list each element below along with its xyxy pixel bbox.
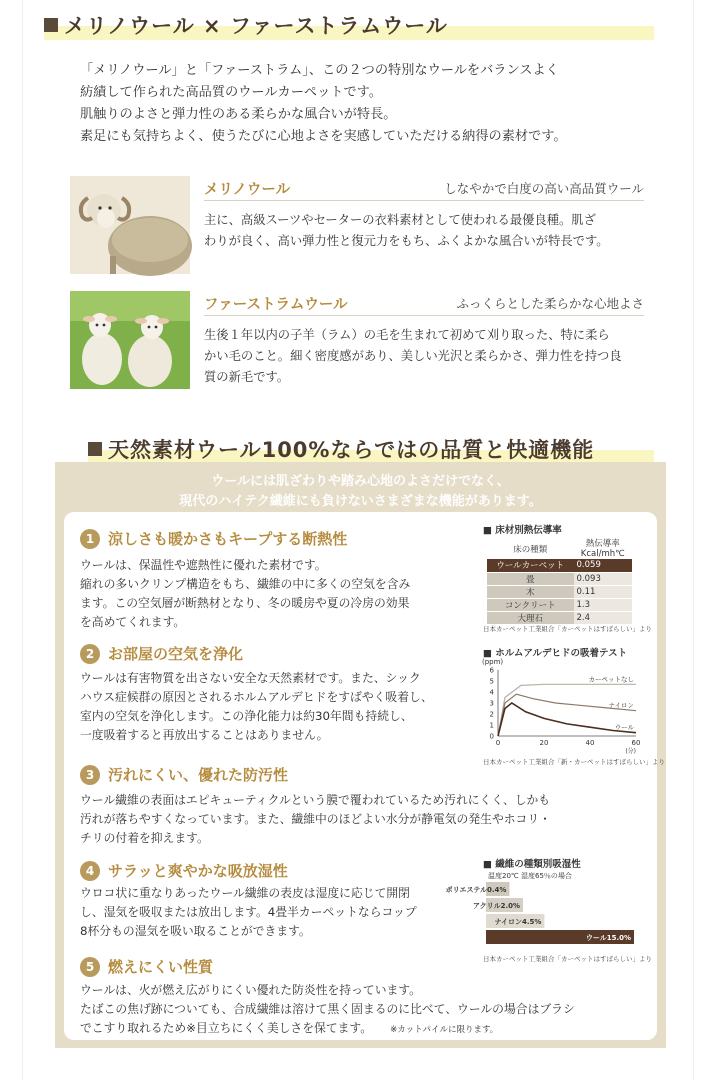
feature-number-badge: 2: [80, 644, 100, 664]
firstlamb-name: ファーストラムウール: [204, 297, 348, 313]
x-tick-label: 0: [495, 739, 501, 747]
thermal-table-source: 日本カーペット工業組合「カーペットはすばらしい」より: [483, 625, 652, 633]
desc-line: ます。この空気層が断熱材となり、冬の暖房や夏の冷房の効果: [80, 596, 410, 610]
desc-line: 生後１年以内の子羊（ラム）の毛を生まれて初めて刈り取った、特に柔ら: [204, 328, 610, 342]
feature-title: 燃えにくい性質: [108, 958, 214, 976]
lead-line: 現代のハイテク繊維にも負けないさまざまな機能があります。: [179, 494, 542, 509]
table-row: 大理石 2.4: [487, 611, 632, 624]
lamb-photo: [70, 291, 190, 389]
feature-2-description: [80, 669, 433, 745]
feature-number-badge: 4: [80, 861, 100, 881]
intro-line: 「メリノウール」と「ファーストラム」、この２つの特別なウールをバランスよく: [80, 63, 559, 78]
x-tick-label: 40: [585, 739, 595, 747]
table-row: 木 0.11: [487, 585, 632, 598]
feature-5-description: [80, 981, 575, 1040]
merino-description: [204, 210, 650, 252]
y-tick-label: 1: [489, 721, 494, 730]
feature-title: 涼しさも暖かさもキープする断熱性: [108, 530, 348, 548]
thermal-table-title: ■ 床材別熱伝導率: [483, 525, 562, 536]
section-header-wool-features: [88, 434, 654, 464]
desc-line: 8杯分もの湿気を吸い取ることができます。: [80, 924, 311, 938]
series-label: ウール: [614, 723, 634, 732]
feature-4-description: [80, 884, 417, 941]
y-tick-label: 5: [489, 677, 494, 686]
moisture-chart-title: ■ 繊維の種類別吸湿性: [483, 859, 581, 870]
y-tick-label: 2: [489, 710, 494, 719]
desc-line: 縮れの多いクリンプ構造をもち、繊維の中に多くの空気を含み: [80, 577, 411, 591]
desc-line: 質の新毛です。: [204, 370, 290, 384]
x-tick-label: 20: [539, 739, 549, 747]
desc-line: ウールは、火が燃え広がりにくい優れた防炎性を持っています。: [80, 983, 421, 997]
moisture-chart-subtitle: 温度20℃ 湿度65％の場合: [488, 872, 572, 880]
y-tick-label: 4: [489, 688, 494, 697]
feature-4-header: [80, 860, 288, 881]
desc-line: 汚れが落ちやすくなっています。また、繊維中のほどよい水分が静電気の発生やホコリ・: [80, 812, 551, 826]
desc-line: わりが良く、高い弾力性と復元力をもち、ふくよかな風合いが特長です。: [204, 234, 609, 248]
desc-line: を高めてくれます。: [80, 615, 186, 629]
bar-label: ポリエステル0.4%: [445, 886, 507, 894]
feature-number-badge: 5: [80, 957, 100, 977]
bar-label: ウール15.0%: [585, 934, 631, 942]
desc-line: ハウス症候群の原因とされるホルムアルデヒドをすばやく吸着し、: [80, 690, 433, 704]
desc-line: ウロコ状に重なりあったウール繊維の表皮は湿度に応じて開閉: [80, 886, 410, 900]
merino-tagline: しなやかで白度の高い高品質ウール: [444, 181, 644, 196]
header-square-icon: [44, 18, 58, 32]
desc-line: ウール繊維の表面はエピキューティクルという膜で覆われているため汚れにくく、しかも: [80, 793, 551, 807]
formaldehyde-chart-title: ■ ホルムアルデヒドの吸着テスト: [483, 648, 628, 659]
feature-1-description: [80, 556, 410, 632]
desc-line: 主に、高級スーツやセーターの衣料素材として使われる最優良種。肌ざ: [204, 213, 596, 227]
y-axis-label: (ppm): [482, 658, 504, 666]
series-label: カーペットなし: [588, 675, 634, 684]
features-lead: [55, 472, 666, 512]
desc-line: ウールは、保温性や遮熱性に優れた素材です。: [80, 558, 327, 572]
firstlamb-description: [204, 325, 650, 388]
section-header-merino-firstlamb: [44, 10, 654, 40]
intro-line: 紡績して作られた高品質のウールカーペットです。: [80, 85, 382, 100]
divider: [204, 200, 644, 201]
feature-title: お部屋の空気を浄化: [108, 645, 244, 663]
divider: [204, 315, 644, 316]
merino-block: [70, 176, 670, 276]
section-title: 天然素材ウール100%ならではの品質と快適機能: [108, 438, 595, 462]
bar-label: ナイロン4.5%: [494, 918, 542, 926]
desc-line: チリの付着を抑えます。: [80, 831, 209, 845]
lead-line: ウールには肌ざわりや踏み心地のよさだけでなく、: [211, 474, 510, 489]
intro-line: 肌触りのよさと弾力性のある柔らかな風合いが特長。: [80, 107, 397, 122]
table-row: 畳 0.093: [487, 572, 632, 585]
footnote: ※カットパイルに限ります。: [390, 1025, 499, 1035]
intro-line: 素足にも気持ちよく、使うたびに心地よさを実感していただける納得の素材です。: [80, 129, 567, 144]
bar-label: アクリル2.0%: [472, 902, 521, 910]
desc-line: ウールは有害物質を出さない安全な天然素材です。また、シック: [80, 671, 421, 685]
feature-title: 汚れにくい、優れた防汚性: [108, 766, 289, 784]
formaldehyde-chart-source: 日本カーペット工業組合「新・カーペットはすばらしい」より: [483, 758, 665, 766]
firstlamb-block: [70, 291, 670, 391]
desc-line: 一度吸着すると再放出することはありません。: [80, 728, 329, 742]
header-square-icon: [88, 442, 102, 456]
y-tick-label: 3: [489, 699, 494, 708]
feature-3-description: [80, 791, 551, 848]
table-row: コンクリート 1.3: [487, 598, 632, 611]
table-row: ウールカーペット 0.059: [487, 559, 632, 572]
y-tick-label: 0: [489, 732, 494, 741]
desc-line: かい毛のこと。細く密度感があり、美しい光沢と柔らかさ、弾力性を持つ良: [204, 349, 622, 363]
intro-text: [80, 60, 680, 148]
thermal-conductivity-table: [487, 539, 632, 625]
y-tick-label: 6: [489, 666, 494, 675]
x-axis-label: (分): [625, 748, 636, 755]
merino-name: メリノウール: [204, 182, 291, 198]
table-header: 熱伝導率 Kcal/mh℃: [580, 539, 625, 559]
moisture-chart: [445, 882, 636, 950]
feature-title: サラッと爽やかな吸放湿性: [108, 862, 288, 880]
feature-number-badge: 3: [80, 765, 100, 785]
feature-number-badge: 1: [80, 529, 100, 549]
moisture-chart-source: 日本カーペット工業組合「カーペットはすばらしい」より: [483, 955, 652, 963]
feature-1-header: [80, 528, 347, 549]
merino-sheep-photo: [70, 176, 190, 274]
x-tick-label: 60: [631, 739, 641, 747]
desc-line: たばこの焦げ跡についても、合成繊維は溶けて黒く固まるのに比べて、ウールの場合はブラシ: [80, 1002, 575, 1016]
formaldehyde-chart: [480, 656, 650, 756]
firstlamb-tagline: ふっくらとした柔らかな心地よさ: [456, 296, 644, 311]
feature-3-header: [80, 764, 288, 785]
series-label: ナイロン: [608, 701, 634, 710]
feature-2-header: [80, 643, 243, 664]
section-title: メリノウール × ファーストラムウール: [64, 14, 448, 38]
desc-line: し、湿気を吸収または放出します。4畳半カーペットならコップ: [80, 905, 417, 919]
desc-line: でこすり取れるため※目立ちにくく美しさを保てます。 ※カットパイルに限ります。: [80, 1021, 499, 1035]
desc-line: 室内の空気を浄化します。この浄化能力は約30年間も持続し、: [80, 709, 413, 723]
table-header: 床の種類: [513, 545, 548, 555]
feature-5-header: [80, 956, 213, 977]
